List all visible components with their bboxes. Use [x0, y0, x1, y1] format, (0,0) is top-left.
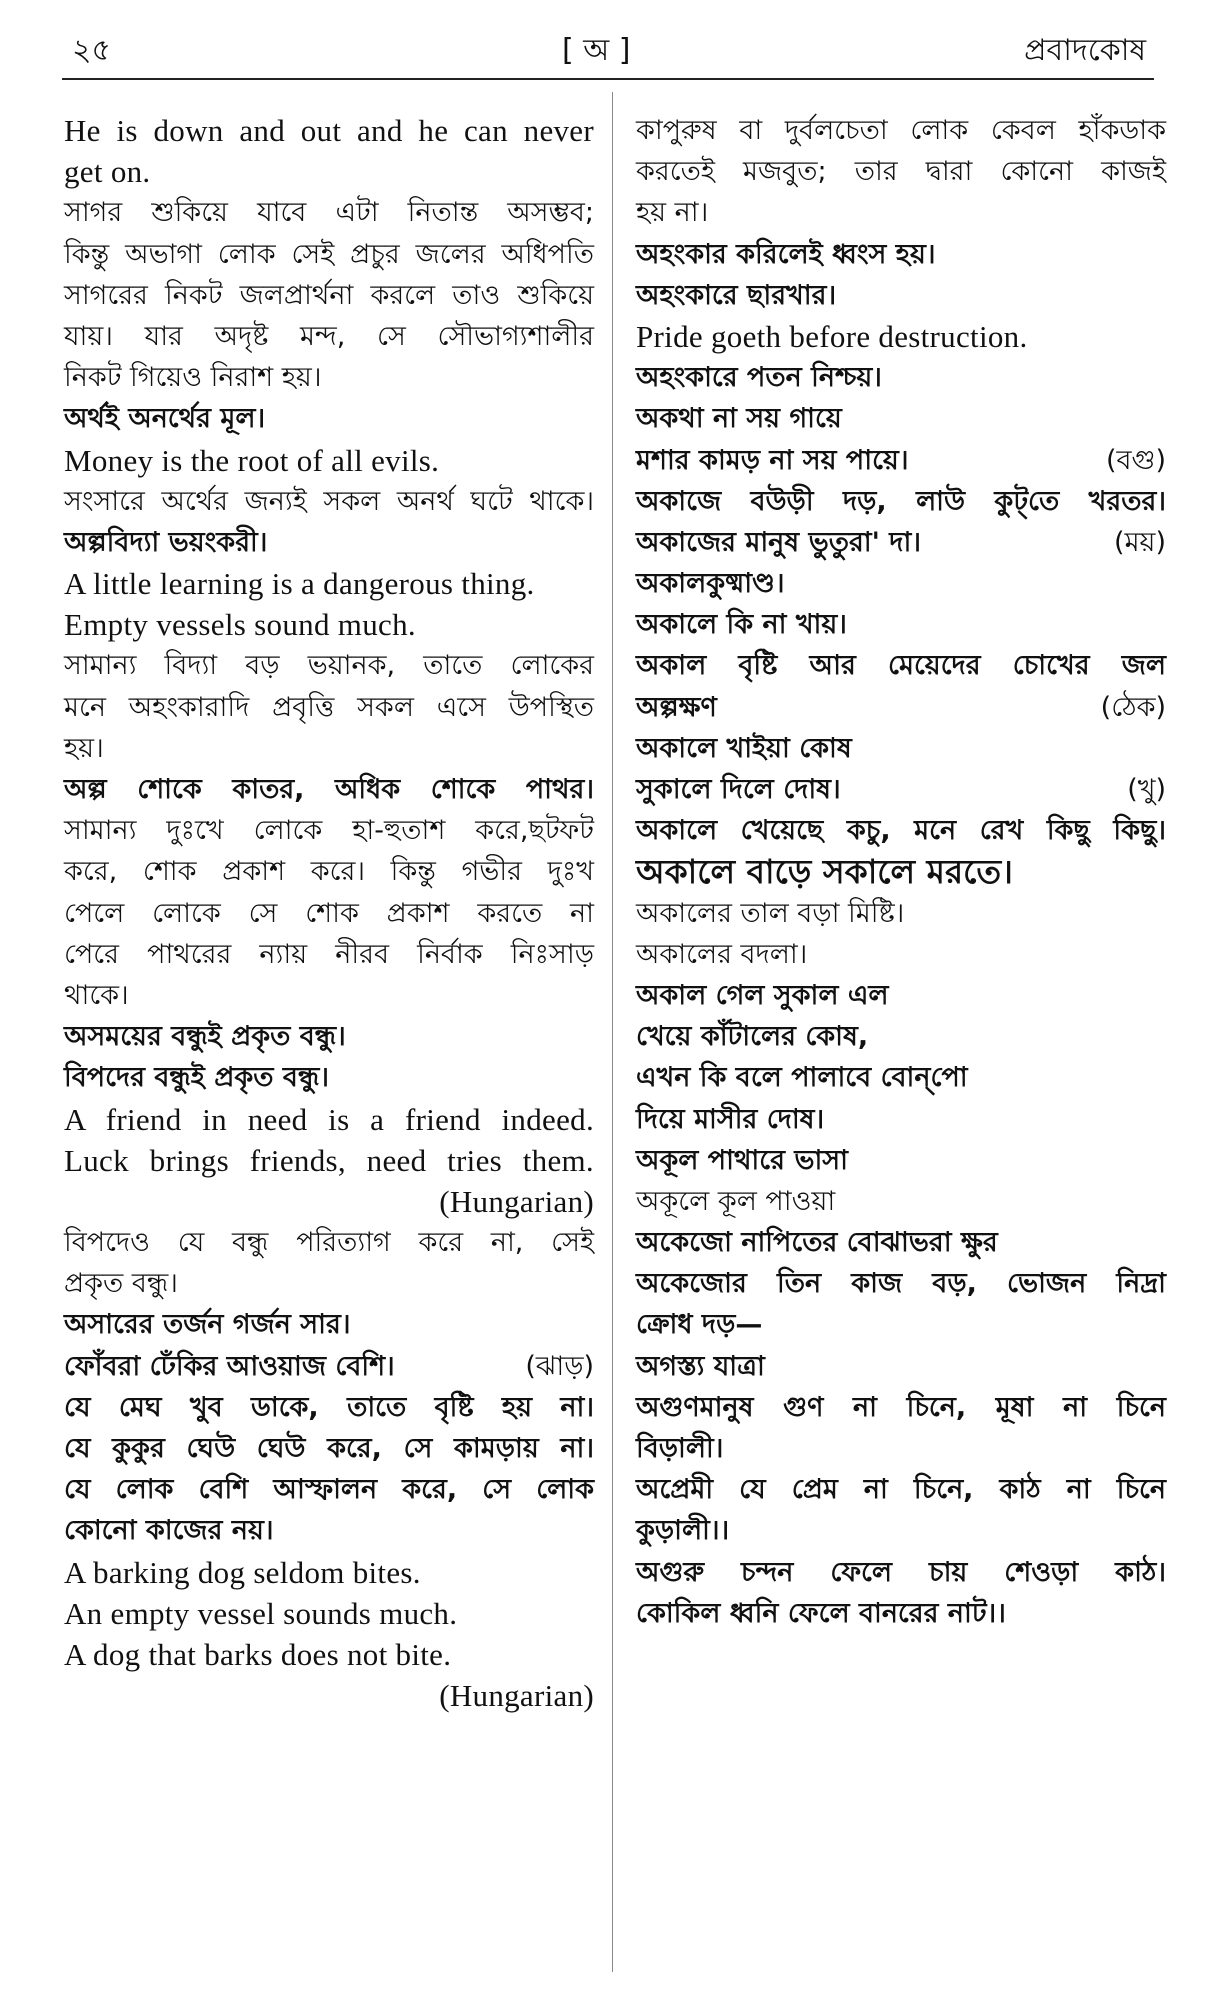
line-text: যে লোক বেশি আস্ফালন করে, সে লোক: [64, 1474, 594, 1506]
text-line: [636, 481, 1166, 522]
text-line: [636, 234, 1166, 275]
line-text: Pride goeth before destruction.: [636, 318, 1028, 354]
line-text: He is down and out and he can never: [64, 113, 594, 148]
line-text: যায়। যার অদৃষ্ট মন্দ, সে সৌভাগ্যশালীর: [64, 320, 594, 352]
text-line: [636, 1140, 1166, 1181]
line-text: get on.: [64, 154, 151, 190]
line-text: সাগরের নিকট জলপ্রার্থনা করলে তাও শুকিয়ে: [64, 279, 594, 311]
region-tag: (বগু): [1105, 444, 1166, 476]
line-text: দিয়ে মাসীর দোষ।: [636, 1103, 825, 1135]
line-text: মশার কামড় না সয় পায়ে।: [636, 444, 909, 476]
text-line: [636, 151, 1166, 192]
text-line: [636, 1510, 1166, 1551]
text-line: [636, 975, 1166, 1016]
line-text: অগস্ত্য যাত্রা: [636, 1350, 765, 1382]
line-text: অসময়ের বন্ধুই প্রকৃত বন্ধু।: [64, 1021, 346, 1053]
text-line: [636, 1057, 1166, 1098]
text-line: [636, 728, 1166, 769]
line-text: বিপদেও যে বন্ধু পরিত্যাগ করে না, সেই: [64, 1227, 594, 1259]
text-line: [64, 563, 594, 604]
text-line: [636, 1181, 1166, 1222]
line-text: Empty vessels sound much.: [64, 607, 416, 643]
text-line: [64, 357, 594, 398]
line-text: বিড়ালী।: [636, 1433, 724, 1464]
text-line: [64, 316, 594, 357]
line-text: বিপদের বন্ধুই প্রকৃত বন্ধু।: [64, 1062, 329, 1094]
line-text: অপ্রেমী যে প্রেম না চিনে, কাঠ না চিনে: [636, 1474, 1166, 1506]
text-line: [636, 1387, 1166, 1428]
column-divider: [612, 92, 613, 1972]
line-text: পেলে লোকে সে শোক প্রকাশ করতে না: [64, 897, 594, 929]
line-text: থাকে।: [64, 979, 129, 1011]
line-text: করে, শোক প্রকাশ করে। কিন্তু গভীর দুঃখ: [64, 856, 594, 888]
line-text: অল্প শোকে কাতর, অধিক শোকে পাথর।: [64, 774, 594, 805]
text-line: [64, 151, 594, 192]
line-text: Money is the root of all evils.: [64, 442, 440, 478]
line-text: পেরে পাথরের ন্যায় নীরব নির্বাক নিঃসাড়: [64, 938, 594, 970]
text-line: [64, 1675, 594, 1716]
line-text: ক্রোধ দড়—: [636, 1309, 763, 1341]
text-line: [64, 110, 594, 151]
text-line: [64, 1263, 594, 1304]
line-text: Luck brings friends, need tries them.: [64, 1142, 594, 1178]
text-line: [64, 810, 594, 851]
text-line: [636, 893, 1166, 934]
text-line: [64, 851, 594, 892]
text-line: [636, 645, 1166, 686]
page-header: [62, 18, 1154, 80]
region-tag: (Hungarian): [439, 1678, 594, 1714]
line-text: সংসারে অর্থের জন্যই সকল অনর্থ ঘটে থাকে।: [64, 485, 594, 517]
line-text: A barking dog seldom bites.: [64, 1554, 421, 1590]
line-text: সামান্য বিদ্যা বড় ভয়ানক, তাতে লোকের: [64, 650, 594, 682]
line-text: মনে অহংকারাদি প্রবৃত্তি সকল এসে উপস্থিত: [64, 691, 594, 723]
line-text: অকালে কি না খায়।: [636, 609, 847, 641]
text-line: [64, 1099, 594, 1140]
line-text: এখন কি বলে পালাবে বোন্‌পো: [636, 1062, 968, 1094]
line-text: অকাজের মানুষ ভুতুরা' দা।: [636, 526, 921, 558]
line-text: অকালের তাল বড়া মিষ্টি।: [636, 897, 905, 929]
text-line: [64, 1428, 594, 1469]
line-text: অকেজো নাপিতের বোঝাভরা ক্ষুর: [636, 1227, 998, 1259]
line-text: যে কুকুর ঘেউ ঘেউ করে, সে কামড়ায় না।: [64, 1433, 594, 1464]
region-tag: (Hungarian): [439, 1183, 594, 1219]
line-text: অকালে বাড়ে সকালে মরতে।: [636, 852, 1013, 892]
text-line: [64, 769, 594, 810]
text-line: [64, 934, 594, 975]
region-tag: (ঝাড়): [525, 1350, 594, 1382]
line-text: যে মেঘ খুব ডাকে, তাতে বৃষ্টি হয় না।: [64, 1391, 594, 1423]
line-text: A friend in need is a friend indeed.: [64, 1101, 594, 1137]
text-line: [636, 522, 1166, 563]
text-line: [636, 1346, 1166, 1387]
line-text: অকাল গেল সুকাল এল: [636, 979, 889, 1011]
text-line: [64, 481, 594, 522]
text-line: [636, 810, 1166, 851]
line-text: কুড়ালী।।: [636, 1515, 730, 1547]
text-line: [636, 851, 1166, 892]
text-line: [636, 1552, 1166, 1593]
text-line: [636, 769, 1166, 810]
text-line: [636, 563, 1166, 604]
region-tag: (ময়): [1114, 526, 1166, 558]
text-line: [64, 1222, 594, 1263]
region-tag: (ঠেক): [1100, 691, 1166, 723]
text-line: [636, 275, 1166, 316]
text-line: [64, 1057, 594, 1098]
text-line: [636, 316, 1166, 357]
line-text: অহংকার করিলেই ধ্বংস হয়।: [636, 238, 936, 270]
text-line: [636, 687, 1166, 728]
line-text: অর্থই অনর্থের মূল।: [64, 403, 266, 435]
text-line: [64, 1181, 594, 1222]
line-text: অগুণমানুষ গুণ না চিনে, মূষা না চিনে: [636, 1391, 1166, 1423]
line-text: অকেজোর তিন কাজ বড়, ভোজন নিদ্রা: [636, 1268, 1166, 1300]
line-text: অকাজে বউড়ী দড়, লাউ কুট্‌তে খরতর।: [636, 485, 1166, 517]
line-text: অহংকারে পতন নিশ্চয়।: [636, 362, 882, 394]
line-text: অকালের বদলা।: [636, 938, 808, 970]
line-text: হয় না।: [636, 197, 709, 229]
text-line: [64, 192, 594, 233]
text-line: [636, 110, 1166, 151]
text-line: [636, 1016, 1166, 1057]
line-text: খেয়ে কাঁটালের কোষ,: [636, 1021, 869, 1053]
line-text: সাগর শুকিয়ে যাবে এটা নিতান্ত অসম্ভব;: [64, 197, 594, 229]
line-text: অকূলে কূল পাওয়া: [636, 1185, 836, 1217]
section-letter: [ অ ]: [562, 33, 631, 68]
line-text: অসারের তর্জন গর্জন সার।: [64, 1309, 351, 1341]
line-text: অল্পক্ষণ: [636, 691, 717, 723]
text-line: [64, 687, 594, 728]
line-text: সামান্য দুঃখে লোকে হা-হুতাশ করে,ছটফট: [64, 815, 594, 847]
text-line: [64, 728, 594, 769]
text-line: [64, 440, 594, 481]
line-text: কোনো কাজের নয়।: [64, 1515, 274, 1547]
line-text: অকূল পাথারে ভাসা: [636, 1144, 848, 1176]
text-line: [64, 1304, 594, 1345]
text-line: [636, 1469, 1166, 1510]
text-line: [64, 1552, 594, 1593]
text-line: [64, 1387, 594, 1428]
text-line: [64, 604, 594, 645]
text-line: [64, 975, 594, 1016]
text-line: [636, 604, 1166, 645]
line-text: প্রকৃত বন্ধু।: [64, 1268, 178, 1300]
text-line: [636, 440, 1166, 481]
left-column: [64, 110, 594, 1716]
text-line: [636, 1428, 1166, 1469]
text-line: [64, 1634, 594, 1675]
text-line: [64, 398, 594, 439]
text-line: [636, 1099, 1166, 1140]
line-text: কিন্তু অভাগা লোক সেই প্রচুর জলের অধিপতি: [64, 238, 594, 270]
text-line: [636, 1263, 1166, 1304]
line-text: A little learning is a dangerous thing.: [64, 566, 535, 602]
region-tag: (খু): [1127, 774, 1166, 805]
line-text: করতেই মজবুত; তার দ্বারা কোনো কাজই: [636, 156, 1166, 188]
line-text: অকালকুষ্মাণ্ড।: [636, 568, 785, 600]
text-line: [64, 1140, 594, 1181]
line-text: হয়।: [64, 732, 104, 764]
text-line: [636, 1222, 1166, 1263]
line-text: সুকালে দিলে দোষ।: [636, 774, 841, 805]
text-line: [64, 275, 594, 316]
text-line: [64, 522, 594, 563]
line-text: কোকিল ধ্বনি ফেলে বানরের নাট।।: [636, 1597, 1006, 1629]
line-text: অহংকারে ছারখার।: [636, 279, 837, 311]
line-text: A dog that barks does not bite.: [64, 1636, 452, 1672]
text-line: [64, 645, 594, 686]
text-line: [64, 1016, 594, 1057]
text-line: [64, 1510, 594, 1551]
text-line: [64, 234, 594, 275]
line-text: An empty vessel sounds much.: [64, 1595, 458, 1631]
line-text: অকথা না সয় গায়ে: [636, 403, 842, 435]
text-line: [636, 934, 1166, 975]
text-line: [636, 357, 1166, 398]
line-text: নিকট গিয়েও নিরাশ হয়।: [64, 362, 322, 394]
line-text: অকালে খাইয়া কোষ: [636, 732, 852, 764]
text-line: [64, 1346, 594, 1387]
line-text: অল্পবিদ্যা ভয়ংকরী।: [64, 526, 268, 558]
text-line: [64, 1593, 594, 1634]
page-number: ২৫: [72, 33, 111, 68]
text-line: [636, 192, 1166, 233]
text-line: [64, 1469, 594, 1510]
text-line: [636, 398, 1166, 439]
line-text: অগুরু চন্দন ফেলে চায় শেওড়া কাঠ।: [636, 1556, 1166, 1588]
line-text: অকালে খেয়েছে কচু, মনে রেখ কিছু কিছু।: [636, 815, 1166, 847]
text-line: [64, 893, 594, 934]
text-line: [636, 1304, 1166, 1345]
line-text: ফোঁবরা ঢেঁকির আওয়াজ বেশি।: [64, 1350, 395, 1382]
line-text: কাপুরুষ বা দুর্বলচেতা লোক কেবল হাঁকডাক: [636, 115, 1166, 146]
line-text: অকাল বৃষ্টি আর মেয়েদের চোখের জল: [636, 650, 1166, 682]
right-column: [636, 110, 1166, 1634]
running-title: প্রবাদকোষ: [1024, 33, 1146, 68]
text-line: [636, 1593, 1166, 1634]
